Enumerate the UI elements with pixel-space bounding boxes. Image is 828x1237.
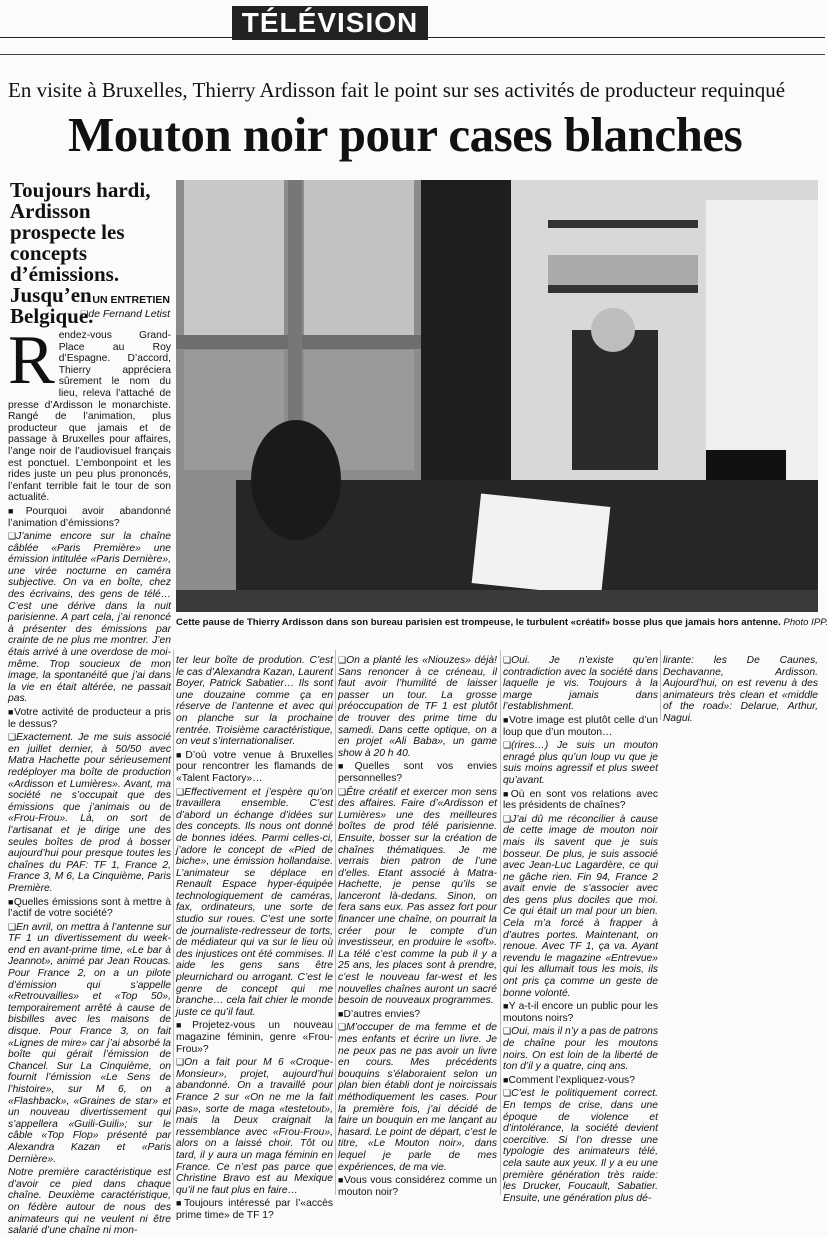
article-column-5 xyxy=(663,655,818,724)
question: ■ D’où votre venue à Bruxelles pour rencontrer les flamands de «Talent Factory»… xyxy=(176,750,333,785)
answer: ❑ Oui, mais il n’y a pas de patrons de chaîne pour les moutons noirs. On est loin de la liberté de ton d’il y a quatre, cinq ans. xyxy=(503,1026,658,1072)
caption-credit: Photo IPP. xyxy=(783,617,828,628)
caption-text: Cette pause de Thierry Ardisson dans son bureau parisien est trompeuse, le turbulent «créatif» bosse plus que jamais hors antenne. xyxy=(176,617,781,628)
surtitle: En visite à Bruxelles, Thierry Ardisson fait le point sur ses activités de producteur requinqué xyxy=(8,78,786,102)
section-label: TÉLÉVISION xyxy=(232,6,428,40)
intro-text: endez-vous Grand-Place au Roy d’Espagne. D’accord, Thierry appréciera sûrement le nom du lieu, releva l’attaché de presse d’Ardisson le monarchiste. Rangé de l’animation, plus producteur que jamais et de passage à Bruxelles pour affaires, l’ange noir de l’audiovisuel français est ponctuel. L’embonpoint et les rides juste un peu plus prononcés, l’enfant terrible fait le tour de son actualité. xyxy=(8,330,171,504)
question: ■ Pourquoi avoir abandonné l’animation d’émissions? xyxy=(8,506,171,529)
answer: ❑ Oui. Je n’existe qu’en contradiction avec la société dans laquelle je vis. Toujours à la marge jamais dans l’establishment. xyxy=(503,655,658,713)
answer: ❑ On a planté les «Niouzes» déjà! Sans renoncer à ce créneau, il faut avoir l’humilité de laisser passer un tour. La grosse préoccupation de TF 1 est plutôt de trouver des prime time du samedi. Dans cette optique, on a en projet «Ali Baba», un game show à 20 h 40. xyxy=(338,655,497,759)
photo-illustration xyxy=(176,180,818,612)
question: ■ Y a-t-il encore un public pour les moutons noirs? xyxy=(503,1001,658,1024)
answer: ❑ (rires…) Je suis un mouton enragé plus qu’un loup vu que je suis moins agressif et plus sweet qu’avant. xyxy=(503,740,658,786)
answer: ❑ J’ai dû me réconcilier à cause de cette image de mouton noir mais ils savent que je suis bosseur. De plus, je suis associé avec Jean-Luc Lagardère, ce qui ne gâche rien. Fin 94, France 2 avait envie de s’associer avec des gens plus dociles que moi. Ce qui était un mal pour un bien. Cela m’a forcé à frapper à d’autres portes. Maintenant, on renoue. Avec TF 1, ça va. Ayant revendu le magazine «Entrevue» qui les allumait tous les mois, ils ont pris ça comme un geste de bonne volonté. xyxy=(503,814,658,1000)
answer: ❑ Être créatif et exercer mon sens des affaires. Faire d’«Ardisson et Lumières» une des meilleures boîtes de prod télé parisienne. Ensuite, bosser sur la création de chaînes thématiques. Je me verrais bien patron de l’une d’elles. Etant associé à Matra-Hachette, je pense qu’ils se lanceront là-dedans. Sinon, on fera sans eux. Pas assez fort pour financer une chaîne, on pourrait la créer pour le compte d’un investisseur, en produire le «soft». La télé c’est comme la pub il y a 25 ans, les places sont à prendre, c’est le nouveau far-west et les nouvelles chaînes auront un sacré besoin de nouveaux programmes. xyxy=(338,787,497,1007)
answer: ❑ On a fait pour M 6 «Croque-Monsieur», projet, aujourd’hui abandonné. On a travaillé pour France 2 sur «On ne me la fait pas», sorte de maga «testetout», mais la Deux craignait la ressemblance avec «Frou-Frou», alors on a laissé choir. Tôt ou tard, il y aura un maga féminin en France. Ce n’est pas parce que Christine Bravo est au Mexique qu’il ne faut plus en faire… xyxy=(176,1057,333,1196)
answer: ❑ Exactement. Je me suis associé en juillet dernier, à 50/50 avec Matra Hachette pour sérieusement redéployer ma boîte de production «Ardisson et Lumières». Avant, ma société ne s’occupait que des émissions que j’animais ou de «Frou-Frou». Là, on sort de l’artisanat et je dirige une des seules boîtes de prod à bosser aujourd’hui pour presque toutes les chaînes du PAF: TF 1, France 2, France 3, M 6, La Cinquième, Paris Première. xyxy=(8,732,171,894)
lede: Toujours hardi, Ardisson prospecte les concepts d’émissions. Jusqu’en Belgique. xyxy=(10,178,151,328)
question: ■ Quelles émissions sont à mettre à l’actif de votre société? xyxy=(8,897,171,920)
column-rule xyxy=(660,650,661,720)
answer-continued: ter leur boîte de prodution. C’est le cas d’Alexandra Kazan, Laurent Boyer, Patrick Sabatier… Ils sont une douzaine comme ça en réserve de l’antenne et avec qui on planche sur la prochaine rentrée. Troisième caractéristique, on veut s’internationaliser. xyxy=(176,655,333,748)
answer: ❑ En avril, on mettra à l’antenne sur TF 1 un divertissement du week-end en avant-prime time, «Le bar à Jeannot», animé par Jean Roucas. Pour France 2, on a un pilote d’émission qui s’appelle «Retrouvailles» et «Top 50», temporairement arrêté à cause de bisbilles avec les maisons de disque. Pour France 3, on fait «Lignes de mire» car j’ai absorbé la boîte qui gérait l’émission de Chancel. Sur La Cinquième, on fournit l’émission «Le Sens de l’histoire», sur M 6, on a «Flashback», «Graines de star» et un nouveau divertissement qui s’appellera «Guili-Guili»; sur le câble «Top Flop» présenté par Alexandra Kazan et «Paris Dernière». xyxy=(8,922,171,1165)
column-rule xyxy=(500,650,501,1195)
byline xyxy=(20,294,170,320)
column-rule xyxy=(173,650,174,1195)
intro-paragraph xyxy=(8,322,171,504)
question: ■ Où en sont vos relations avec les présidents de chaînes? xyxy=(503,789,658,812)
answer-continued: lirante: les De Caunes, Dechavanne, Ardisson. Aujourd’hui, on est revenu à des animateurs très clean et «middle of the road»: Delarue, Arthur, Nagui. xyxy=(663,655,818,724)
answer: ❑ J’anime encore sur la chaîne câblée «Paris Première» une émission intitulée «Paris Dernière», une virée nocturne en caméra subjective. On va en boîte, chez des écrivains, des gens de télé… C’est une dérive dans la nuit parisienne. A part cela, j’ai renoncé à présenter des émissions par crainte de ne plus me montrer. J’en étais arrivé à une overdose de moi-même. Trop soucieux de mon image, la spontanéité que j’ai dans la vie en était altérée, ne passait pas. xyxy=(8,531,171,705)
column-rule xyxy=(335,650,336,1195)
question: ■ Quelles sont vos envies personnelles? xyxy=(338,761,497,784)
article-column-1 xyxy=(8,322,172,1237)
question: ■ Comment l’expliquez-vous? xyxy=(503,1075,658,1087)
question: ■ Toujours intéressé par l’«accès prime time» de TF 1? xyxy=(176,1198,333,1221)
byline-kicker: UN ENTRETIEN xyxy=(92,294,170,306)
question: ■ Projetez-vous un nouveau magazine féminin, genre «Frou-Frou»? xyxy=(176,1020,333,1055)
answer: ❑ C’est le politiquement correct. En temps de crise, dans une époque de violence et d’intolérance, la société devient coercitive. Si l’on dresse une typologie des animateurs télé, cela saute aux yeux. Il y a eu une première génération très raide: les Drucker, Foucault, Sabatier. Ensuite, une génération plus dé- xyxy=(503,1088,658,1204)
article-column-3 xyxy=(338,655,497,1198)
dropcap: R xyxy=(8,322,55,399)
answer-continued: Notre première caractéristique est d’avoir ce pied dans chaque chaîne. Deuxième caractéristique, on fédère autour de nous des animateurs qui ne veulent ni être salarié d’une chaîne ni mon- xyxy=(8,1167,171,1237)
photo-ardisson-office xyxy=(176,180,818,612)
photo-caption xyxy=(176,617,828,628)
question: ■ Vous vous considérez comme un mouton noir? xyxy=(338,1175,497,1198)
answer: ❑ Effectivement et j’espère qu’on travaillera ensemble. C’est d’abord un échange d’idées sur des concepts. Ils nous ont donné de bonnes idées. Parmi celles-ci, j’adore le concept de «Pied de biche», une émission hollandaise. L’animateur se déplace en Renault Espace hyper-équipée technologiquement de caméras, fax, ordinateurs, une sorte de studio sur roues. C’est une sorte de journaliste-redresseur de torts, de médiateur qui va sur le lieu où des injustices ont été commises. Il aide les gens sans être pleurnichard ou arrogant. C’est le genre de concept qui me branche… cela fait chier le monde juste ce qu’il faut. xyxy=(176,787,333,1019)
answer: ❑ M’occuper de ma femme et de mes enfants et écrire un livre. Je ne peux pas ne pas avoir un livre en cours. Mes précédents bouquins s’élaboraient selon un plan bien établi dont je noircissais méthodiquement les cases. Pour la première fois, j’ai décidé de faire un bouquin en me lançant au hasard. Le point de départ, c’est le titre, «Le Mouton noir», dans lequel je parle de mes expériences, de ma vie. xyxy=(338,1022,497,1173)
article-column-2 xyxy=(176,655,333,1221)
section-thin-rule xyxy=(0,54,825,55)
question: ■ Votre image est plutôt celle d’un loup que d’un mouton… xyxy=(503,715,658,738)
headline: Mouton noir pour cases blanches xyxy=(68,107,743,162)
byline-author: ❑ de Fernand Letist xyxy=(20,308,170,320)
question: ■ Votre activité de producteur a pris le dessus? xyxy=(8,707,171,730)
question: ■ D’autres envies? xyxy=(338,1009,497,1021)
article-column-4 xyxy=(503,655,659,1204)
